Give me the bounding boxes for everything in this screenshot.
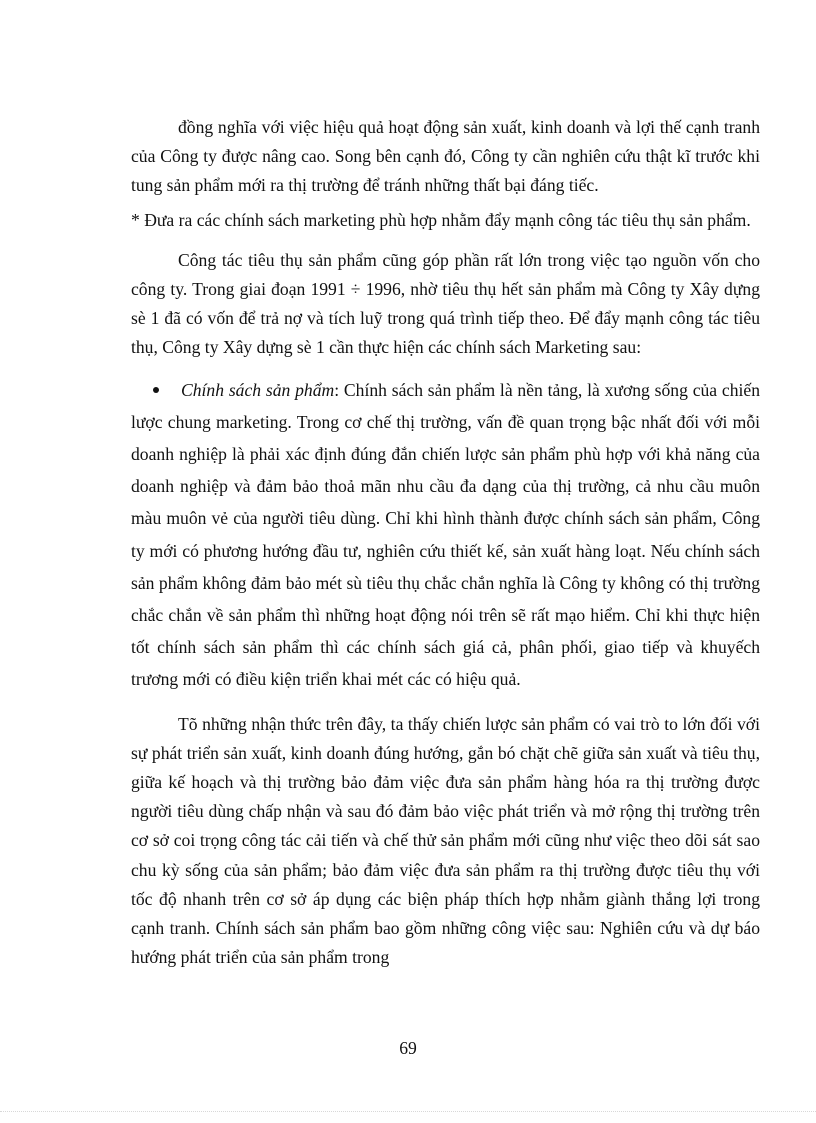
paragraph-product-consumption: Công tác tiêu thụ sản phẩm cũng góp phần rất lớn trong việc tạo nguồn vốn cho công ty. Trong giai đoạn 1991 ÷ 1996, nhờ tiêu thụ hết sản phẩm mà Công ty Xây dựng sè 1 đã có vốn để trả nợ và tích luỹ trong quá trình tiếp theo. Để đẩy mạnh công tác tiêu thụ, Công ty Xây dựng sè 1 cần thực hiện các chính sách Marketing sau: xyxy=(131,249,760,358)
bullet-product-policy-label: Chính sách sản phẩm xyxy=(181,379,335,400)
bullet-product-policy-text: : Chính sách sản phẩm là nền tảng, là xương sống của chiến lược chung marketing. Trong cơ chế thị trường, vấn đề quan trọng bậc nhất đối với mỗi doanh nghiệp là phải xác định đúng đắn chiến lược sản phẩm phù hợp với khả năng của doanh nghiệp và đảm bảo thoả mãn nhu cầu đa dạng của thị trường, cả nhu cầu muôn màu muôn vẻ của người tiêu dùng. Chỉ khi hình thành được chính sách sản phẩm, Công ty mới có phương hướng đầu tư, nghiên cứu thiết kế, sản xuất hàng loạt. Nếu chính sách sản phẩm không đảm bảo mét sù tiêu thụ chắc chắn nghĩa là Công ty không có thị trường chắc chắn về sản phẩm thì những hoạt động nói trên sẽ rất mạo hiểm. Chỉ khi thực hiện tốt chính sách sản phẩm thì các chính sách giá cả, phân phối, giao tiếp và khuyếch trương mới có điều kiện triển khai mét các có hiệu quả. xyxy=(131,379,761,690)
page-body xyxy=(131,113,760,972)
bullet-icon xyxy=(153,387,159,393)
bullet-product-policy xyxy=(131,374,760,696)
page-number: 69 xyxy=(399,1038,417,1058)
paragraph-conclusion: Tõ những nhận thức trên đây, ta thấy chiến lược sản phẩm có vai trò to lớn đối với sự phát triển sản xuất, kinh doanh đúng hướng, gắn bó chặt chẽ giữa sản xuất và tiêu thụ, giữa kế hoạch và thị trường bảo đảm việc đưa sản phẩm hàng hóa ra thị trường được người tiêu dùng chấp nhận và sau đó đảm bảo việc phát triển và mở rộng thị trường trên cơ sở coi trọng công tác cải tiến và chế thử sản phẩm mới cũng như việc theo dõi sát sao chu kỳ sống của sản phẩm; bảo đảm việc đưa sản phẩm ra thị trường được tiêu thụ với tốc độ nhanh trên cơ sở áp dụng các biện pháp thích hợp nhằm giành thắng lợi trong cạnh tranh. Chính sách sản phẩm bao gồm những công việc sau: Nghiên cứu và dự báo hướng phát triển của sản phẩm trong xyxy=(131,713,760,968)
heading-marketing-policies: * Đưa ra các chính sách marketing phù hợp nhằm đẩy mạnh công tác tiêu thụ sản phẩm. xyxy=(131,209,751,230)
paragraph-continuation: đồng nghĩa với việc hiệu quả hoạt động sản xuất, kinh doanh và lợi thế cạnh tranh của Công ty được nâng cao. Song bên cạnh đó, Công ty cần nghiên cứu thật kĩ trước khi tung sản phẩm mới ra thị trường để tránh những thất bại đáng tiếc. xyxy=(131,117,760,196)
page-bottom-divider xyxy=(0,1111,816,1112)
